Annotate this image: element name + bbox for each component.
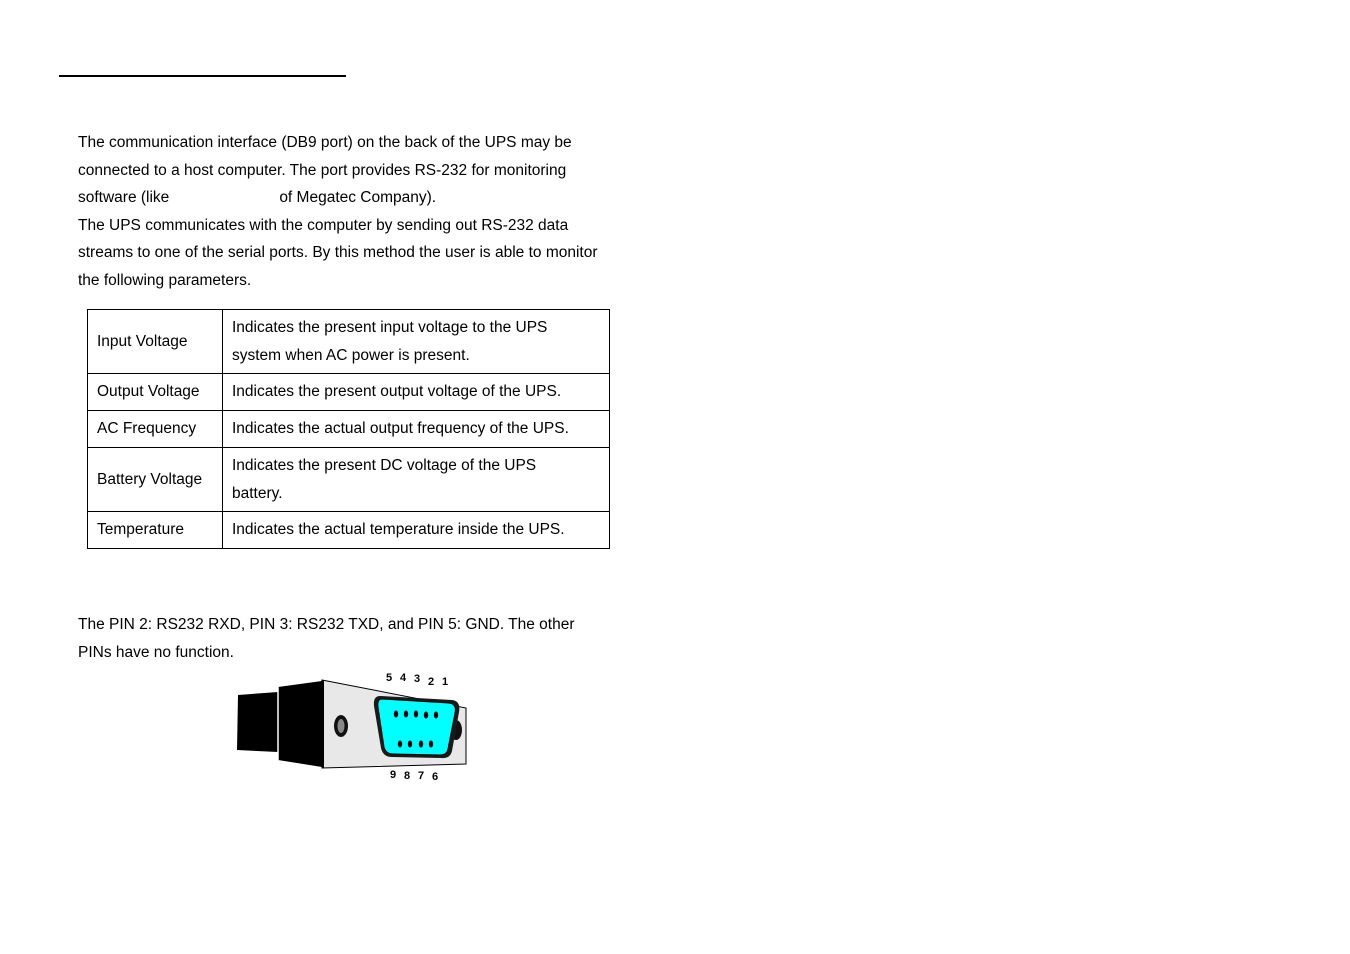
parameter-name: Input Voltage [88,310,223,374]
header-rule [59,75,346,77]
pins-line: The PIN 2: RS232 RXD, PIN 3: RS232 TXD, and PIN 5: GND. The other [78,616,575,633]
table-row [88,374,610,411]
parameter-name: Output Voltage [88,374,223,411]
description-line: battery. [232,484,283,502]
parameter-description: Indicates the present output voltage of the UPS. [223,374,610,411]
pin-label: 7 [418,770,425,782]
pin-label: 4 [400,672,407,684]
db9-connector-illustration [230,668,475,786]
intro-line-end: of Megatec Company). [279,189,437,207]
parameters-table [87,309,610,549]
parameter-name: Temperature [88,512,223,549]
intro-line: streams to one of the serial ports. By this method the user is able to monitor [78,244,598,262]
connector-body-back [237,692,278,752]
connector-body-middle [278,681,322,767]
parameter-description [223,310,610,374]
intro-line: connected to a host computer. The port provides RS-232 for monitoring [78,161,567,179]
intro-line: The communication interface (DB9 port) on the back of the UPS may be [78,134,572,151]
parameter-description [223,448,610,512]
table-row [88,310,610,374]
parameter-name: AC Frequency [88,411,223,448]
intro-line: the following parameters. [78,271,252,289]
parameter-description: Indicates the actual output frequency of the UPS. [223,411,610,448]
intro-line: The UPS communicates with the computer by sending out RS-232 data [78,216,569,234]
table-row [88,411,610,448]
pin-label: 8 [404,770,411,782]
intro-paragraph [78,129,638,295]
description-line: system when AC power is present. [232,346,470,364]
parameter-name: Battery Voltage [88,448,223,512]
connector-face [378,699,456,755]
pin-label: 2 [428,676,435,688]
pin-label: 5 [386,672,393,684]
description-line: Indicates the present DC voltage of the UPS [232,456,537,474]
table-row [88,512,610,549]
description-line: Indicates the present input voltage to the UPS [232,318,548,336]
parameter-description: Indicates the actual temperature inside the UPS. [223,512,610,549]
pin-label: 3 [414,673,421,685]
pin-label: 6 [432,771,439,783]
pin-label: 9 [390,769,397,781]
intro-line [78,184,638,212]
pins-line: PINs have no function. [78,643,234,661]
intro-line-start: software (like [78,189,170,207]
table-row [88,448,610,512]
pin-label: 1 [442,676,449,688]
pins-paragraph [78,611,638,666]
